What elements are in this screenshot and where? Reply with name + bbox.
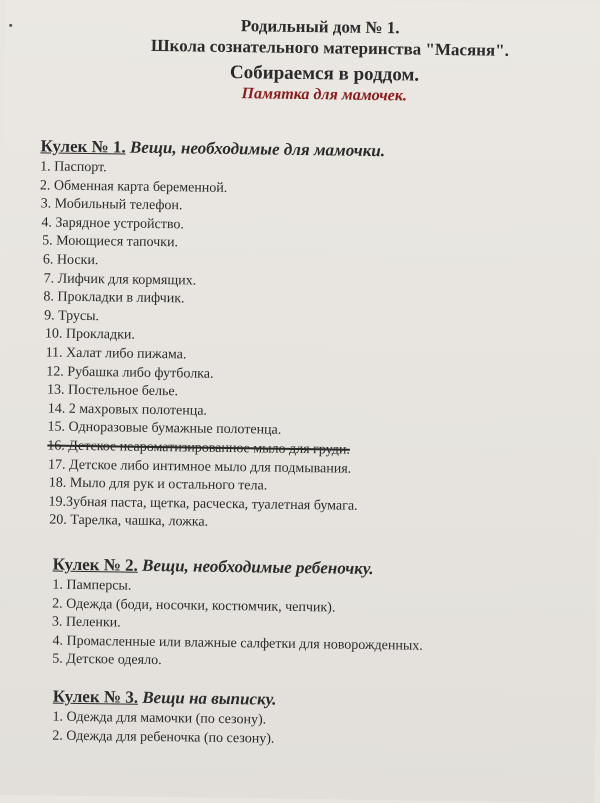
- list-item: 15. Одноразовые бумажные полотенца.: [47, 419, 282, 439]
- items-list-mother: [35, 158, 385, 535]
- list-item: 13. Постельное белье.: [47, 382, 179, 400]
- list-item: 14. 2 махровых полотенца.: [47, 401, 208, 419]
- items-list-discharge: [52, 709, 276, 749]
- section-description: Вещи на выписку.: [142, 687, 277, 709]
- list-item: 5. Моющиеся тапочки.: [42, 233, 179, 251]
- section-heading: [53, 687, 277, 710]
- school-title: Школа сознательного материнства "Масяня".: [150, 36, 510, 61]
- list-item: 9. Трусы.: [44, 308, 100, 324]
- list-item: 10. Прокладки.: [44, 326, 136, 344]
- list-item: 4. Промасленные или влажные салфетки для новорожденных.: [52, 633, 423, 654]
- list-item: 11. Халат либо пижама.: [45, 345, 187, 363]
- section-heading: [40, 136, 385, 161]
- list-item: 1. Одежда для мамочки (по сезону).: [52, 709, 267, 728]
- list-item: 1. Паспорт.: [40, 159, 107, 176]
- memo-subtitle: Памятка для мамочек.: [241, 85, 408, 105]
- section-number: Кулек № 1.: [40, 136, 126, 157]
- document-header: [4, 12, 600, 110]
- list-item: 3. Мобильный телефон.: [40, 196, 183, 214]
- list-item: 20. Тарелка, чашка, ложка.: [49, 512, 209, 531]
- section-heading: [53, 555, 424, 580]
- section-bag-1: [35, 136, 385, 535]
- list-item: 2. Обменная карта беременной.: [39, 177, 228, 196]
- items-list-baby: [51, 577, 423, 675]
- list-item: 6. Носки.: [42, 252, 99, 269]
- list-item: 2. Одежда (боди, носочки, костюмчик, чепчик).: [52, 596, 336, 616]
- list-item: 1. Памперсы.: [52, 577, 132, 594]
- list-item-struck: 16. Детское неароматизированное мыло для груди.: [47, 438, 350, 458]
- list-item: 5. Детское одеяло.: [52, 651, 162, 669]
- section-description: Вещи, необходимые ребеночку.: [141, 555, 374, 579]
- list-item: 17. Детское либо интимное мыло для подмывания.: [47, 456, 352, 477]
- section-bag-3: [52, 687, 276, 749]
- main-heading: Собираемся в роддом.: [229, 61, 420, 86]
- list-item: 19.Зубная паста, щетка, расческа, туалетная бумага.: [48, 494, 358, 514]
- section-number: Кулек № 3.: [52, 686, 139, 707]
- list-item: 12. Рубашка либо футболка.: [46, 363, 214, 382]
- section-bag-2: [51, 555, 424, 675]
- maternity-hospital-title: Родильный дом № 1.: [240, 16, 400, 38]
- list-item: 8. Прокладки в лифчик.: [43, 289, 185, 307]
- section-description: Вещи, необходимые для мамочки.: [129, 137, 386, 161]
- list-item: 4. Зарядное устройство.: [41, 215, 185, 233]
- list-item: 3. Пеленки.: [51, 614, 121, 631]
- section-number: Кулек № 2.: [52, 554, 139, 575]
- list-item: 7. Лифчик для кормящих.: [43, 270, 197, 289]
- list-item: 18. Мыло для рук и остального тела.: [48, 475, 268, 494]
- list-item: 2. Одежда для ребеночка (по сезону).: [52, 728, 275, 747]
